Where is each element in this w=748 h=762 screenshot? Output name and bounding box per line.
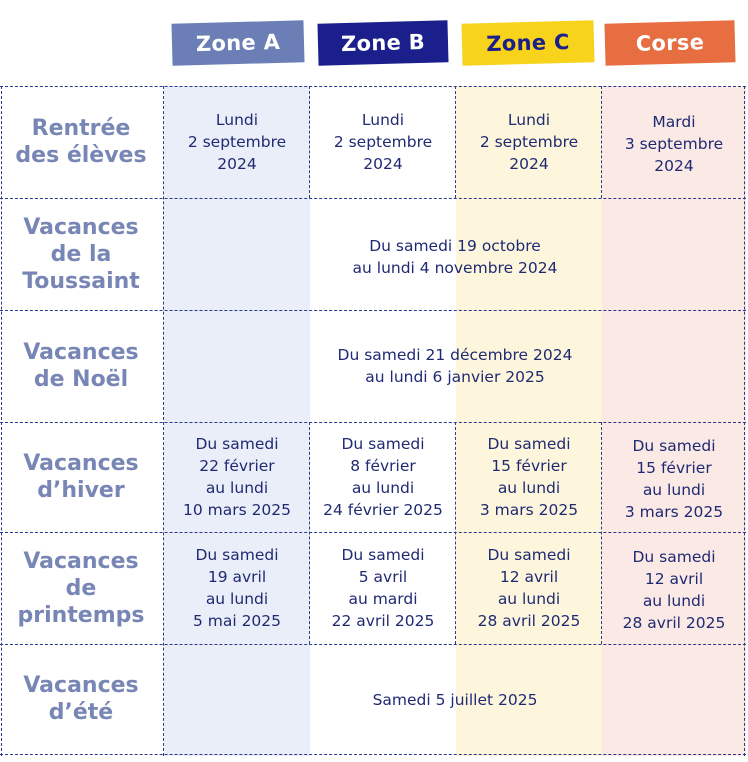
cell-hiver-corse: Du samedi 15 février au lundi 3 mars 2025 (624, 437, 724, 521)
cell-rentree-zone-c: Lundi 2 septembre 2024 (479, 111, 579, 173)
cell-ete-all-zones: Samedi 5 juillet 2025 (372, 691, 538, 709)
cell-printemps-zone-b: Du samedi 5 avril au mardi 22 avril 2025 (331, 546, 435, 630)
row-label-noel: Vacances de Noël (23, 340, 139, 392)
cell-toussaint-all-zones: Du samedi 19 octobre au lundi 4 novembre 2024 (352, 237, 558, 277)
corse-header: Corse (604, 20, 735, 65)
zone-b-header: Zone B (317, 20, 448, 65)
zone-a-header: Zone A (171, 20, 304, 65)
cell-hiver-zone-c: Du samedi 15 février au lundi 3 mars 2025 (479, 435, 579, 519)
cell-printemps-zone-c: Du samedi 12 avril au lundi 28 avril 2025 (477, 546, 581, 630)
row-label-rentree: Rentrée des élèves (15, 116, 147, 168)
cell-hiver-zone-b: Du samedi 8 février au lundi 24 février 2025 (323, 435, 443, 519)
cell-hiver-zone-a: Du samedi 22 février au lundi 10 mars 2025 (182, 435, 292, 519)
row-label-toussaint: Vacances de la Toussaint (22, 214, 140, 294)
cell-rentree-corse: Mardi 3 septembre 2024 (624, 113, 724, 175)
cell-rentree-zone-b: Lundi 2 septembre 2024 (333, 111, 433, 173)
row-label-hiver: Vacances d’hiver (23, 451, 139, 503)
zone-c-header: Zone C (461, 20, 594, 65)
cell-rentree-zone-a: Lundi 2 septembre 2024 (187, 111, 287, 173)
cell-noel-all-zones: Du samedi 21 décembre 2024 au lundi 6 janvier 2025 (337, 346, 573, 386)
row-label-printemps: Vacances de printemps (17, 548, 145, 628)
cell-printemps-zone-a: Du samedi 19 avril au lundi 5 mai 2025 (192, 546, 282, 630)
cell-printemps-corse: Du samedi 12 avril au lundi 28 avril 2025 (622, 548, 726, 632)
row-label-ete: Vacances d’été (23, 673, 139, 725)
